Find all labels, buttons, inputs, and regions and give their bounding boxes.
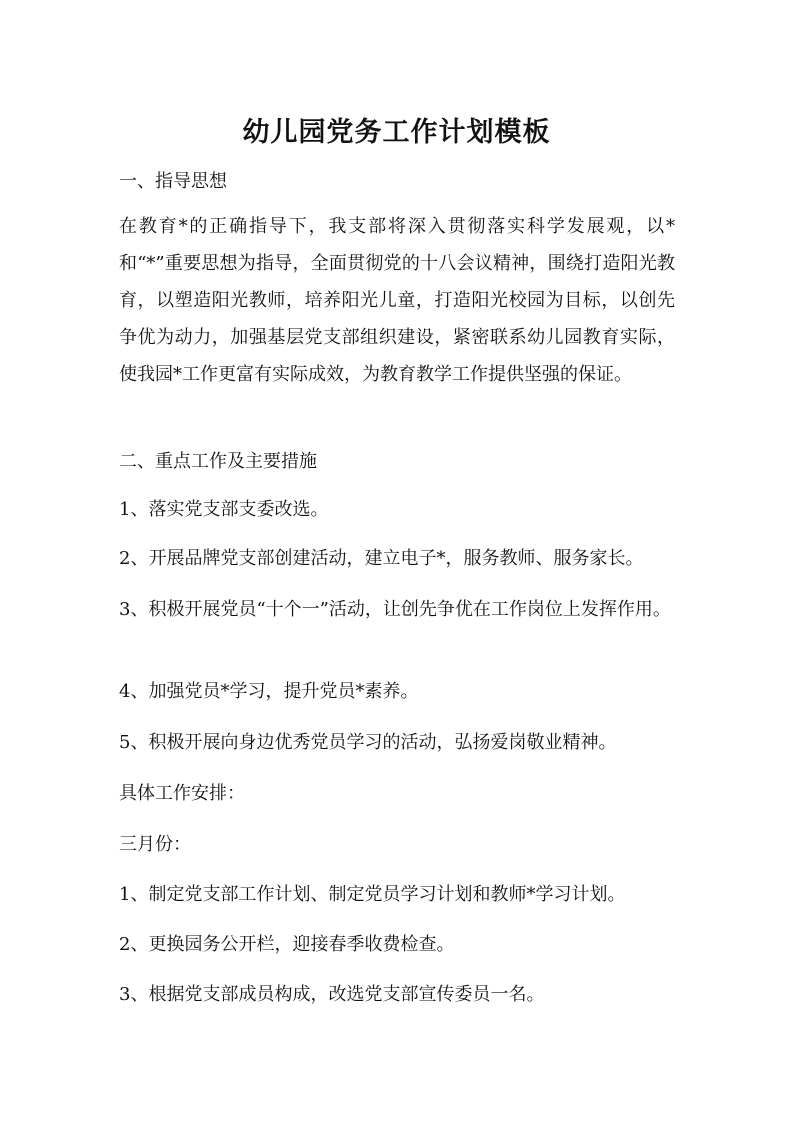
- month-heading-march: 三月份：: [119, 834, 191, 855]
- list-item: 2、开展品牌党支部创建活动，建立电子*，服务教师、服务家长。: [119, 548, 644, 569]
- document-title: 幼儿园党务工作计划模板: [242, 117, 551, 149]
- guiding-ideology-paragraph: 在教育*的正确指导下，我支部将深入贯彻落实科学发展观，以*和“*”重要思想为指导，全面贯彻党的十八会议精神，围绕打造阳光教育，以塑造阳光教师，培养阳光儿童，打造阳光校园为目标，以创先争优为动力，加强基层党支部组织建设，紧密联系幼儿园教育实际，使我园*工作更富有实际成效，为教育教学工作提供坚强的保证。: [119, 216, 675, 385]
- list-item: 3、积极开展党员“十个一”活动，让创先争优在工作岗位上发挥作用。: [119, 599, 671, 620]
- section-heading-key-work: 二、重点工作及主要措施: [119, 451, 317, 472]
- list-item: 2、更换园务公开栏，迎接春季收费检查。: [119, 934, 455, 955]
- list-item: 3、根据党支部成员构成，改选党支部宣传委员一名。: [119, 984, 545, 1005]
- list-item: 4、加强党员*学习，提升党员*素养。: [119, 681, 419, 702]
- list-item: 1、落实党支部支委改选。: [119, 499, 329, 520]
- list-item: 1、制定党支部工作计划、制定党员学习计划和教师*学习计划。: [119, 884, 626, 905]
- list-item: 5、积极开展向身边优秀党员学习的活动，弘扬爱岗敬业精神。: [119, 732, 617, 753]
- section-heading-guiding-ideology: 一、指导思想: [119, 171, 227, 192]
- schedule-heading: 具体工作安排：: [119, 783, 245, 804]
